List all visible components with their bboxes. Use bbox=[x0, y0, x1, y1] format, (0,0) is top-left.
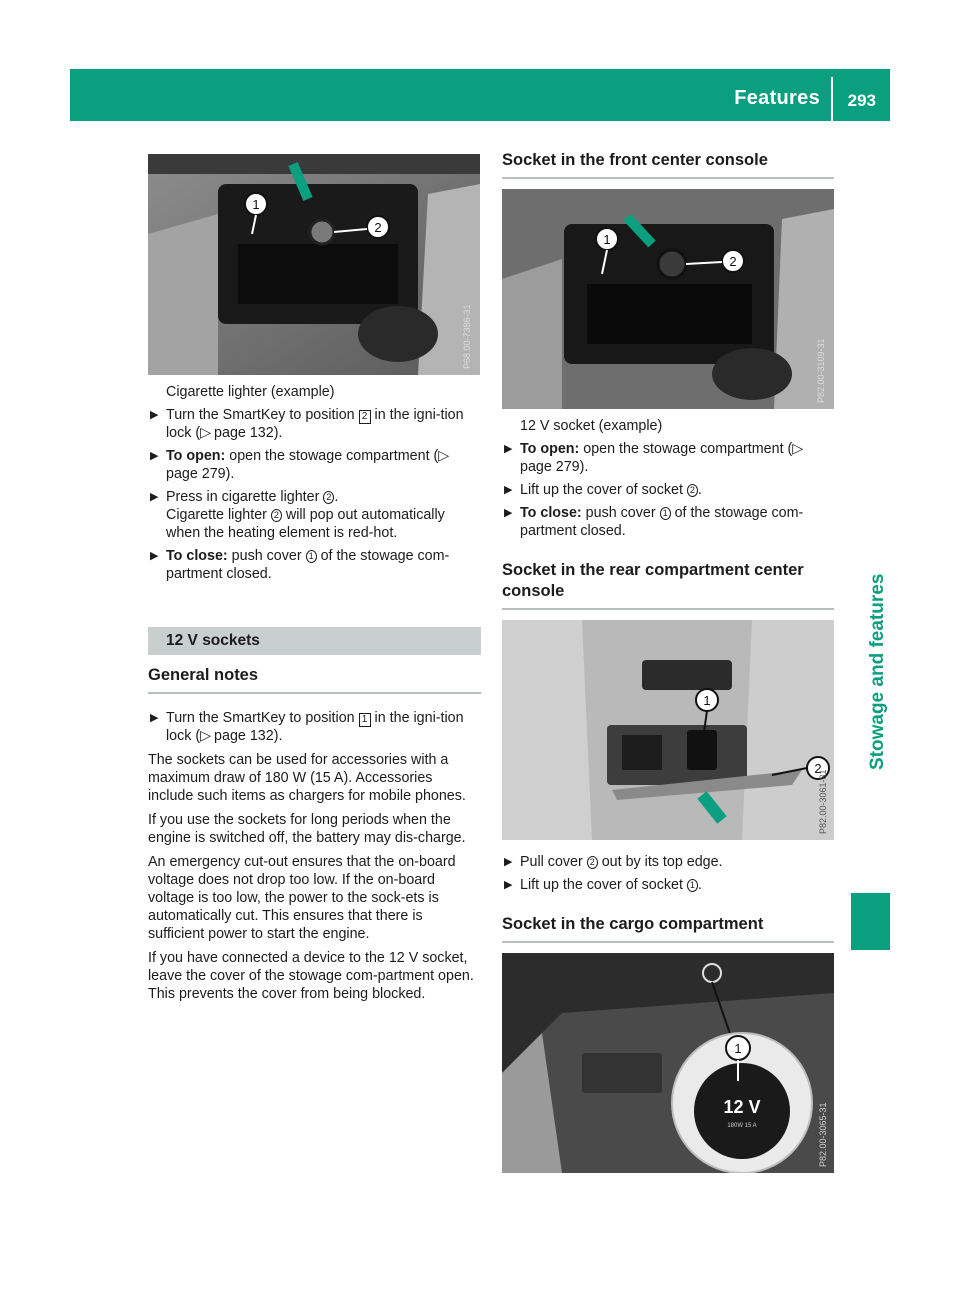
callout-2-ref: 2 bbox=[323, 491, 334, 504]
step-to-open: ▶ To open: open the stowage compartment (▷ page 279). bbox=[150, 448, 450, 482]
rear-step-lift-cover: ▶ Lift up the cover of socket 1 . bbox=[504, 877, 702, 893]
page-ref-link[interactable]: page 132 bbox=[214, 425, 274, 441]
rear-socket-photo bbox=[502, 620, 834, 840]
page-number: 293 bbox=[847, 91, 876, 110]
step-arrow-icon: ▶ bbox=[504, 443, 513, 455]
step-arrow-icon: ▶ bbox=[150, 550, 159, 562]
front-socket-photo bbox=[502, 189, 834, 409]
ref-arrow-icon: ▷ bbox=[438, 448, 450, 464]
cargo-socket-photo bbox=[502, 953, 834, 1173]
photo3-code: P82.00-3061-31 bbox=[818, 769, 828, 834]
page-ref-link[interactable]: page 279 bbox=[520, 459, 580, 475]
page-ref-link[interactable]: page 132 bbox=[214, 728, 274, 744]
socket-rating: 180W 15 A bbox=[727, 1123, 757, 1129]
photo4-code: P82.00-3065-31 bbox=[818, 1102, 828, 1167]
front-step-to-close: ▶ To close: push cover 1 of the stowage com-partment closed. bbox=[504, 505, 804, 539]
photo2-code: P82.00-3109-31 bbox=[816, 338, 826, 403]
ref-arrow-icon: ▷ bbox=[200, 425, 212, 441]
key-position-2: 2 bbox=[359, 410, 371, 424]
photo3-callout-1: 1 bbox=[703, 693, 711, 708]
cigarette-lighter-photo bbox=[148, 154, 480, 375]
step-turn-key: ▶ Turn the SmartKey to position 2 in the igni-tion lock (▷ page 132). bbox=[150, 407, 464, 441]
step-arrow-icon: ▶ bbox=[150, 712, 159, 724]
heading-cargo-socket: Socket in the cargo compartment bbox=[502, 914, 834, 943]
paragraph: If you have connected a device to the 12 V socket, leave the cover of the stowage com-partment open. This prevents the cover from being blocked. bbox=[148, 950, 474, 1002]
heading-general-notes: General notes bbox=[148, 665, 481, 694]
callout-2-ref: 2 bbox=[587, 856, 598, 869]
step-arrow-icon: ▶ bbox=[504, 507, 513, 519]
photo2-callout-1: 1 bbox=[603, 232, 611, 247]
step-arrow-icon: ▶ bbox=[504, 484, 513, 496]
step-arrow-icon: ▶ bbox=[504, 856, 513, 868]
page-header bbox=[70, 69, 890, 121]
left-column bbox=[148, 154, 481, 1003]
photo1-code: P68.00-7386-31 bbox=[462, 304, 472, 369]
callout-1-ref: 1 bbox=[660, 507, 671, 520]
callout-1-ref: 1 bbox=[306, 550, 317, 563]
callout-1-ref: 1 bbox=[687, 879, 698, 892]
photo1-callout-2: 2 bbox=[374, 220, 382, 235]
side-tab bbox=[845, 470, 890, 810]
photo3-callout-2: 2 bbox=[814, 761, 822, 776]
socket-label: 12 V bbox=[723, 1097, 761, 1117]
header-title: Features bbox=[734, 87, 820, 109]
ref-arrow-icon: ▷ bbox=[200, 728, 212, 744]
paragraph: If you use the sockets for long periods when the engine is switched off, the battery may dis-charge. bbox=[148, 812, 466, 846]
callout-2-ref: 2 bbox=[687, 484, 698, 497]
page-ref-link[interactable]: page 279 bbox=[166, 466, 226, 482]
callout-2-ref: 2 bbox=[271, 509, 282, 522]
key-position-1: 1 bbox=[359, 713, 371, 727]
step-to-close: ▶ To close: push cover 1 of the stowage com-partment closed. bbox=[150, 548, 450, 582]
photo4-callout-1: 1 bbox=[734, 1041, 742, 1056]
header-divider bbox=[831, 77, 833, 121]
heading-rear-socket: Socket in the rear compartment center console bbox=[502, 560, 834, 610]
photo1-caption: Cigarette lighter (example) bbox=[166, 384, 335, 400]
paragraph: The sockets can be used for accessories with a maximum draw of 180 W (15 A). Accessories include such items as chargers for mobile phones. bbox=[148, 752, 466, 804]
step-press-lighter: ▶ Press in cigarette lighter 2 . Cigarette lighter 2 will pop out automatically when the heating element is red-hot. bbox=[150, 489, 445, 541]
front-step-lift-cover: ▶ Lift up the cover of socket 2 . bbox=[504, 482, 702, 498]
front-step-to-open: ▶ To open: open the stowage compartment (▷ page 279). bbox=[504, 441, 804, 475]
side-tab-label: Stowage and features bbox=[867, 573, 888, 770]
photo2-callout-2: 2 bbox=[729, 254, 737, 269]
ref-arrow-icon: ▷ bbox=[792, 441, 804, 457]
right-column bbox=[502, 150, 834, 1173]
step-arrow-icon: ▶ bbox=[150, 491, 159, 503]
rear-step-pull-cover: ▶ Pull cover 2 out by its top edge. bbox=[504, 854, 723, 870]
step-arrow-icon: ▶ bbox=[150, 409, 159, 421]
photo2-caption: 12 V socket (example) bbox=[520, 418, 663, 434]
heading-front-socket: Socket in the front center console bbox=[502, 150, 834, 179]
photo1-callout-1: 1 bbox=[252, 197, 260, 212]
step-arrow-icon: ▶ bbox=[504, 879, 513, 891]
step-arrow-icon: ▶ bbox=[150, 450, 159, 462]
paragraph: An emergency cut-out ensures that the on-board voltage does not drop too low. If the on-board voltage is too low, the power to the sock-ets is automatically cut. This ensures that there is sufficient power to start the engine. bbox=[148, 854, 456, 942]
section-title-12v-sockets: 12 V sockets bbox=[148, 627, 481, 655]
side-tab-marker bbox=[851, 893, 890, 950]
step-general-turn-key: ▶ Turn the SmartKey to position 1 in the igni-tion lock (▷ page 132). bbox=[150, 710, 464, 744]
